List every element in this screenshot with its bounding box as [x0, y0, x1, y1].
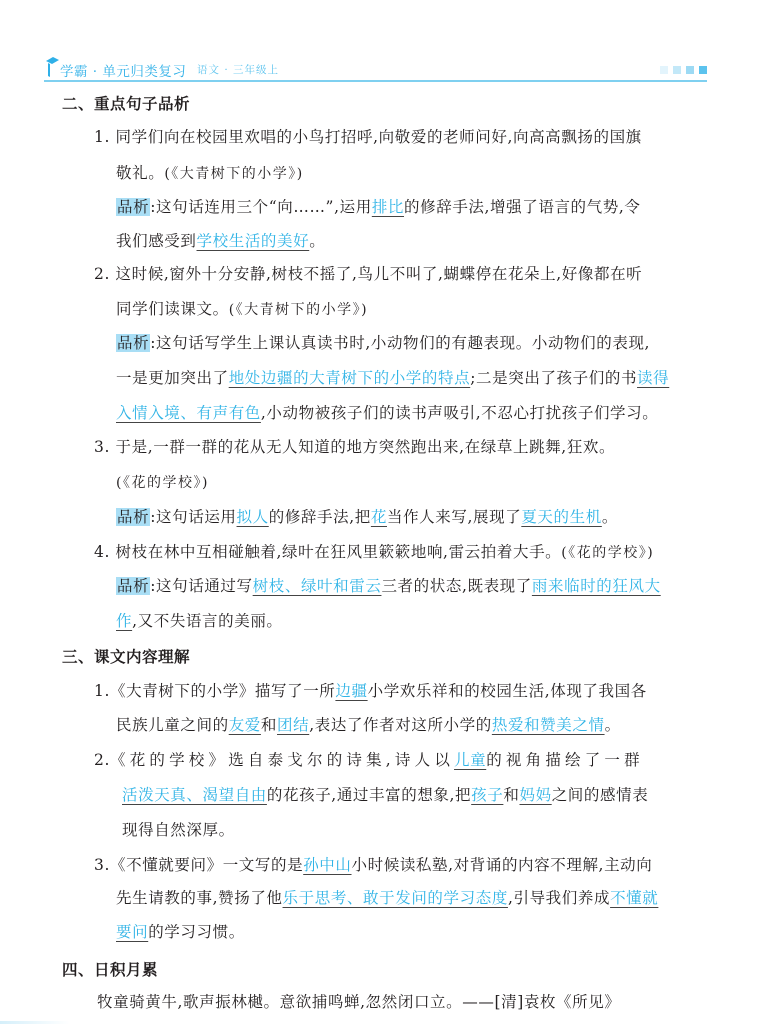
- analysis-line: [116, 403, 658, 423]
- analysis-text: ;二是突出了孩子们的书: [470, 369, 638, 387]
- answer-blank: 乐于思考、敢于发问的学习态度: [282, 889, 508, 907]
- item-number: 3.: [94, 438, 110, 456]
- content-text: 《花的学校》选自泰戈尔的诗集,诗人以: [110, 751, 455, 769]
- answer-blank: 热爱和赞美之情: [491, 716, 605, 734]
- content-text: 之间的感情表: [551, 786, 649, 804]
- answer-blank: 儿童: [454, 751, 487, 769]
- answer-blank: 雨来临时的狂风大: [531, 577, 661, 595]
- source-citation: (《花的学校》): [561, 545, 655, 561]
- answer-blank: 作: [116, 612, 133, 630]
- analysis-text: 的修辞手法,增强了语言的气势,令: [404, 198, 641, 216]
- content-text: 先生请教的事,赞扬了他: [116, 889, 283, 907]
- analysis-text: 三者的状态,既表现了: [381, 577, 532, 595]
- analysis-line: [116, 197, 640, 217]
- content-text: 小时候读私塾,对背诵的内容不理解,主动向: [351, 856, 653, 874]
- content-text: 和: [503, 786, 520, 804]
- sentence-text: 于是,一群一群的花从无人知道的地方突然跑出来,在绿草上跳舞,狂欢。: [115, 438, 616, 456]
- square-icon: [686, 66, 694, 74]
- answer-blank: 孩子: [471, 786, 504, 804]
- brand-title: 学霸 · 单元归类复习: [60, 64, 187, 80]
- item-number: 1.: [94, 128, 110, 146]
- content-line: [116, 922, 245, 942]
- analysis-text: 当作人来写,展现了: [386, 508, 522, 526]
- content-text: 民族儿童之间的: [116, 716, 229, 734]
- content-line: [116, 715, 621, 735]
- sentence-line: [94, 127, 642, 147]
- content-text: 和: [260, 716, 278, 734]
- answer-blank: 学校生活的美好: [196, 232, 310, 250]
- sentence-text: 敬礼。: [116, 164, 165, 182]
- sentence-line: [116, 299, 368, 320]
- content-text: 现得自然深厚。: [122, 821, 235, 839]
- sentence-text: 树枝在林中互相碰触着,绿叶在狂风里簌簌地响,雷云拍着大手。: [115, 543, 562, 561]
- item-number: 4.: [94, 543, 110, 561]
- poem-line: [97, 992, 620, 1012]
- poem-text: 牧童骑黄牛,歌声振林樾。意欲捕鸣蝉,忽然闭口立。——[清]袁枚《所见》: [97, 993, 621, 1011]
- analysis-line: [116, 231, 325, 251]
- item-number: 1.: [94, 682, 110, 700]
- analysis-text: :这句话通过写: [150, 577, 253, 595]
- source-citation: (《大青树下的小学》): [228, 302, 369, 318]
- content-text: 的视角描绘了一群: [486, 751, 644, 769]
- content-text: 小学欢乐祥和的校园生活,体现了我国各: [367, 682, 647, 700]
- item-number: 2.: [94, 751, 110, 769]
- content-line: [94, 681, 647, 701]
- content-text: 。: [604, 716, 621, 734]
- item-number: 2.: [94, 265, 110, 283]
- content-line: [122, 785, 648, 805]
- content-line: [94, 750, 644, 770]
- content-text: ,引导我们养成: [507, 889, 611, 907]
- answer-blank: 友爱: [228, 716, 261, 734]
- sentence-line: [94, 542, 654, 563]
- analysis-text: 一是更加突出了: [116, 369, 229, 387]
- analysis-text: ,又不失语言的美丽。: [132, 612, 283, 630]
- section-title: 二、重点句子品析: [62, 95, 191, 113]
- answer-blank: 边疆: [335, 682, 368, 700]
- content-text: ,表达了作者对这所小学的: [309, 716, 492, 734]
- content-text: 的花孩子,通过丰富的想象,把: [266, 786, 472, 804]
- analysis-text: 。: [601, 508, 618, 526]
- section-title: 三、课文内容理解: [62, 648, 191, 666]
- content-line: [94, 855, 652, 875]
- content-text: 《大青树下的小学》描写了一所: [110, 682, 336, 700]
- sentence-text: 同学们读课文。: [116, 300, 229, 318]
- answer-blank: 花: [370, 508, 387, 526]
- analysis-line: [116, 507, 618, 527]
- answer-blank: 地处边疆的大青树下的小学的特点: [228, 369, 471, 387]
- analysis-tag: 品析: [117, 198, 150, 216]
- answer-blank: 读得: [637, 369, 670, 387]
- graduation-cap-icon: [44, 56, 60, 80]
- analysis-line: [116, 333, 650, 353]
- analysis-line: [116, 576, 661, 596]
- content-line: [116, 888, 658, 908]
- answer-blank: 妈妈: [519, 786, 552, 804]
- sentence-line: [116, 163, 304, 184]
- answer-blank: 孙中山: [303, 856, 352, 874]
- header-divider: [44, 80, 707, 82]
- analysis-tag: 品析: [117, 577, 150, 595]
- content-text: 《不懂就要问》一文写的是: [110, 856, 304, 874]
- square-icon: [660, 66, 668, 74]
- decorative-squares: [660, 66, 707, 74]
- sentence-line: [94, 264, 642, 284]
- source-citation: (《花的学校》): [116, 475, 209, 491]
- page-header: [44, 56, 707, 82]
- analysis-text: 。: [309, 232, 326, 250]
- sentence-line: [94, 437, 615, 457]
- square-icon: [699, 66, 707, 74]
- content-line: [122, 820, 235, 840]
- answer-blank: 团结: [277, 716, 310, 734]
- square-icon: [673, 66, 681, 74]
- sentence-text: 同学们向在校园里欢唱的小鸟打招呼,向敬爱的老师问好,向高高飘扬的国旗: [115, 128, 642, 146]
- answer-blank: 夏天的生机: [521, 508, 602, 526]
- analysis-text: :这句话连用三个“向……”,运用: [150, 198, 372, 216]
- answer-blank: 活泼天真、渴望自由: [122, 786, 267, 804]
- answer-blank: 拟人: [236, 508, 269, 526]
- source-citation: (《大青树下的小学》): [164, 166, 304, 182]
- analysis-line: [116, 368, 669, 388]
- answer-blank: 树枝、绿叶和雷云: [252, 577, 382, 595]
- answer-blank: 不懂就: [610, 889, 659, 907]
- answer-blank: 要问: [116, 923, 149, 941]
- analysis-text: :这句话运用: [150, 508, 237, 526]
- section-title: 四、日积月累: [62, 961, 159, 979]
- sentence-text: 这时候,窗外十分安静,树枝不摇了,鸟儿不叫了,蝴蝶停在花朵上,好像都在听: [115, 265, 643, 283]
- analysis-tag: 品析: [117, 334, 150, 352]
- sentence-line: [116, 472, 209, 493]
- analysis-text: 我们感受到: [116, 232, 197, 250]
- content-text: 的学习习惯。: [148, 923, 245, 941]
- analysis-tag: 品析: [117, 508, 150, 526]
- analysis-text: ,小动物被孩子们的读书声吸引,不忍心打扰孩子们学习。: [260, 404, 659, 422]
- subject-label: 语文 · 三年级上: [197, 64, 280, 76]
- answer-blank: 入情入境、有声有色: [116, 404, 261, 422]
- analysis-text: 的修辞手法,把: [268, 508, 371, 526]
- item-number: 3.: [94, 856, 110, 874]
- analysis-text: :这句话写学生上课认真读书时,小动物们的有趣表现。小动物们的表现,: [150, 334, 651, 352]
- answer-blank: 排比: [371, 198, 405, 216]
- analysis-line: [116, 611, 283, 631]
